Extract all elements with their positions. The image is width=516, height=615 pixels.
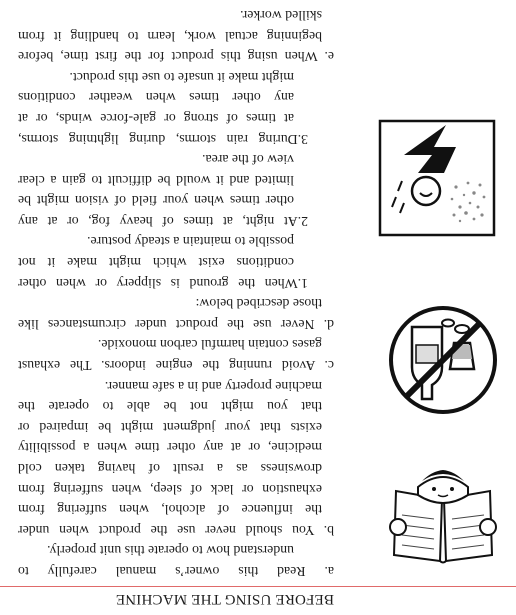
- instruction-line: the influence of alcohol, when suffering from: [18, 502, 322, 518]
- instruction-line: might make it unsafe to use this product.: [69, 69, 294, 85]
- instruction-line: drowsiness as a result of having taken cold: [18, 461, 322, 477]
- instruction-line: a. Read this owner’s manual carefully to: [18, 564, 334, 579]
- instruction-line: view of the area.: [202, 152, 294, 168]
- no-alcohol-icon: [384, 301, 502, 419]
- instruction-line: e. When using this product for the first time, before: [18, 49, 334, 65]
- instruction-line: any other times when weather conditions: [18, 90, 294, 106]
- instruction-line: at times of strong or gale-force winds, or at: [18, 110, 294, 126]
- instruction-line: c. Avoid running the engine indoors. The exhaust: [18, 358, 334, 374]
- instruction-line: possible to maintain a steady posture.: [87, 234, 294, 250]
- instruction-line: machine property and in a safe manner.: [104, 378, 322, 394]
- instruction-line: 2.At night, at times of heavy fog, or at any: [18, 213, 308, 229]
- instruction-line: conditions exist which might make it not: [18, 255, 294, 271]
- instruction-line: medicine, or at any other time when a possibility: [18, 440, 322, 456]
- instruction-line: gases contain harmful carbon monoxide.: [97, 337, 322, 353]
- instruction-line: understand how to operate this unit properly.: [46, 543, 294, 559]
- instruction-line: exists that your judgment might be impaired or: [18, 419, 322, 435]
- instruction-line: exhaustion or lack of sleep, when suffering from: [18, 481, 322, 497]
- instruction-line: 3.During rain storms, during lightning storms,: [18, 131, 308, 147]
- instruction-line: skilled worker.: [240, 7, 322, 23]
- instruction-line: those described below:: [195, 296, 322, 312]
- section-heading: BEFORE USING THE MACHINE: [115, 591, 334, 607]
- read-manual-icon: [384, 467, 502, 591]
- instruction-line: b. You should never use the product when under: [18, 522, 334, 538]
- instruction-line: limited and it would be difficult to gain a clear: [18, 172, 294, 188]
- bad-weather-icon: [378, 119, 496, 237]
- instruction-line: 1.When the ground is slippery or when other: [18, 275, 308, 291]
- instruction-line: other times when your field of vision might be: [18, 193, 294, 209]
- instruction-line: d. Never use the product under circumstances like: [18, 316, 334, 332]
- instruction-line: beginning actual work, learn to handling it from: [18, 28, 322, 44]
- instruction-line: that you might not be able to operate the: [18, 399, 322, 415]
- instruction-list: [18, 4, 334, 581]
